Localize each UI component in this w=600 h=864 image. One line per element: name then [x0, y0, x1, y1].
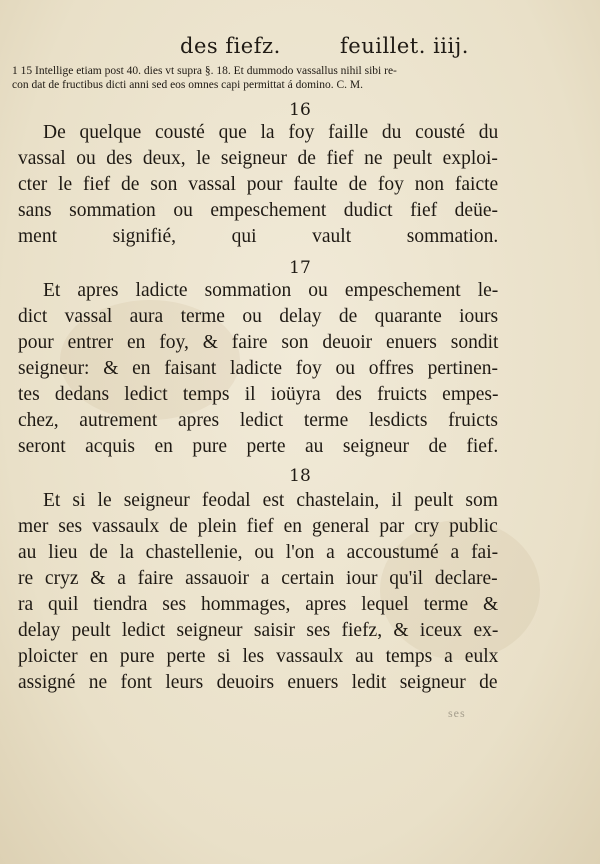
article-text — [18, 278, 498, 460]
text-line: mer ses vassaulx de plein fief en general par cry public — [18, 516, 498, 537]
marginal-note-line: 1 15 Intellige etiam post 40. dies vt supra §. 18. Et dummodo vassallus nihil sibi re- — [12, 65, 397, 77]
text-line: ra quil tiendra ses hommages, apres lequel terme & — [18, 594, 499, 615]
running-head-folio: feuillet. iiij. — [340, 34, 469, 58]
article-text — [18, 120, 498, 250]
article-number: 16 — [289, 100, 311, 120]
marginal-note-line: con dat de fructibus dicti anni sed eos omnes capi permittat á domino. C. M. — [12, 79, 363, 91]
text-line: vassal ou des deux, le seigneur de fief ne peult exploi- — [18, 148, 498, 169]
text-line: ploicter en pure perte si les vassaulx au temps a eulx — [18, 646, 499, 667]
article-number: 18 — [289, 466, 311, 486]
text-line: Et apres ladicte sommation ou empeschement le- — [43, 280, 499, 301]
marginal-note — [12, 64, 588, 92]
text-line: seigneur: & en faisant ladicte foy ou offres pertinen- — [18, 358, 498, 379]
text-line: chez, autrement apres ledict terme lesdicts fruicts — [18, 410, 498, 431]
text-line: assigné ne font leurs deuoirs enuers ledit seigneur de — [18, 672, 498, 693]
text-line: delay peult ledict seigneur saisir ses fiefz, & iceux ex- — [18, 620, 499, 641]
article-number: 17 — [289, 258, 311, 278]
text-line: cter le fief de son vassal pour faulte de foy non faicte — [18, 174, 499, 195]
text-line: dict vassal aura terme ou delay de quarante iours — [18, 306, 499, 327]
text-line: tes dedans ledict temps il ioüyra des fruicts empes- — [18, 384, 499, 405]
text-line: De quelque cousté que la foy faille du cousté du — [43, 122, 499, 143]
article-text — [18, 488, 498, 696]
text-line: Et si le seigneur feodal est chastelain, il peult som — [43, 490, 498, 511]
text-line: re cryz & a faire assauoir a certain iour qu'il declare- — [18, 568, 498, 589]
text-line: sans sommation ou empeschement dudict fief deüe- — [18, 200, 498, 221]
text-line: ment signifié, qui vault sommation. — [18, 226, 499, 247]
text-line: au lieu de la chastellenie, ou l'on a accoustumé a fai- — [18, 542, 499, 563]
text-line: seront acquis en pure perte au seigneur de fief. — [18, 436, 499, 457]
text-line: pour entrer en foy, & faire son deuoir enuers sondit — [18, 332, 499, 353]
catchword: ses — [448, 706, 466, 720]
running-head — [0, 34, 600, 64]
running-head-left: des fiefz. — [180, 34, 281, 58]
